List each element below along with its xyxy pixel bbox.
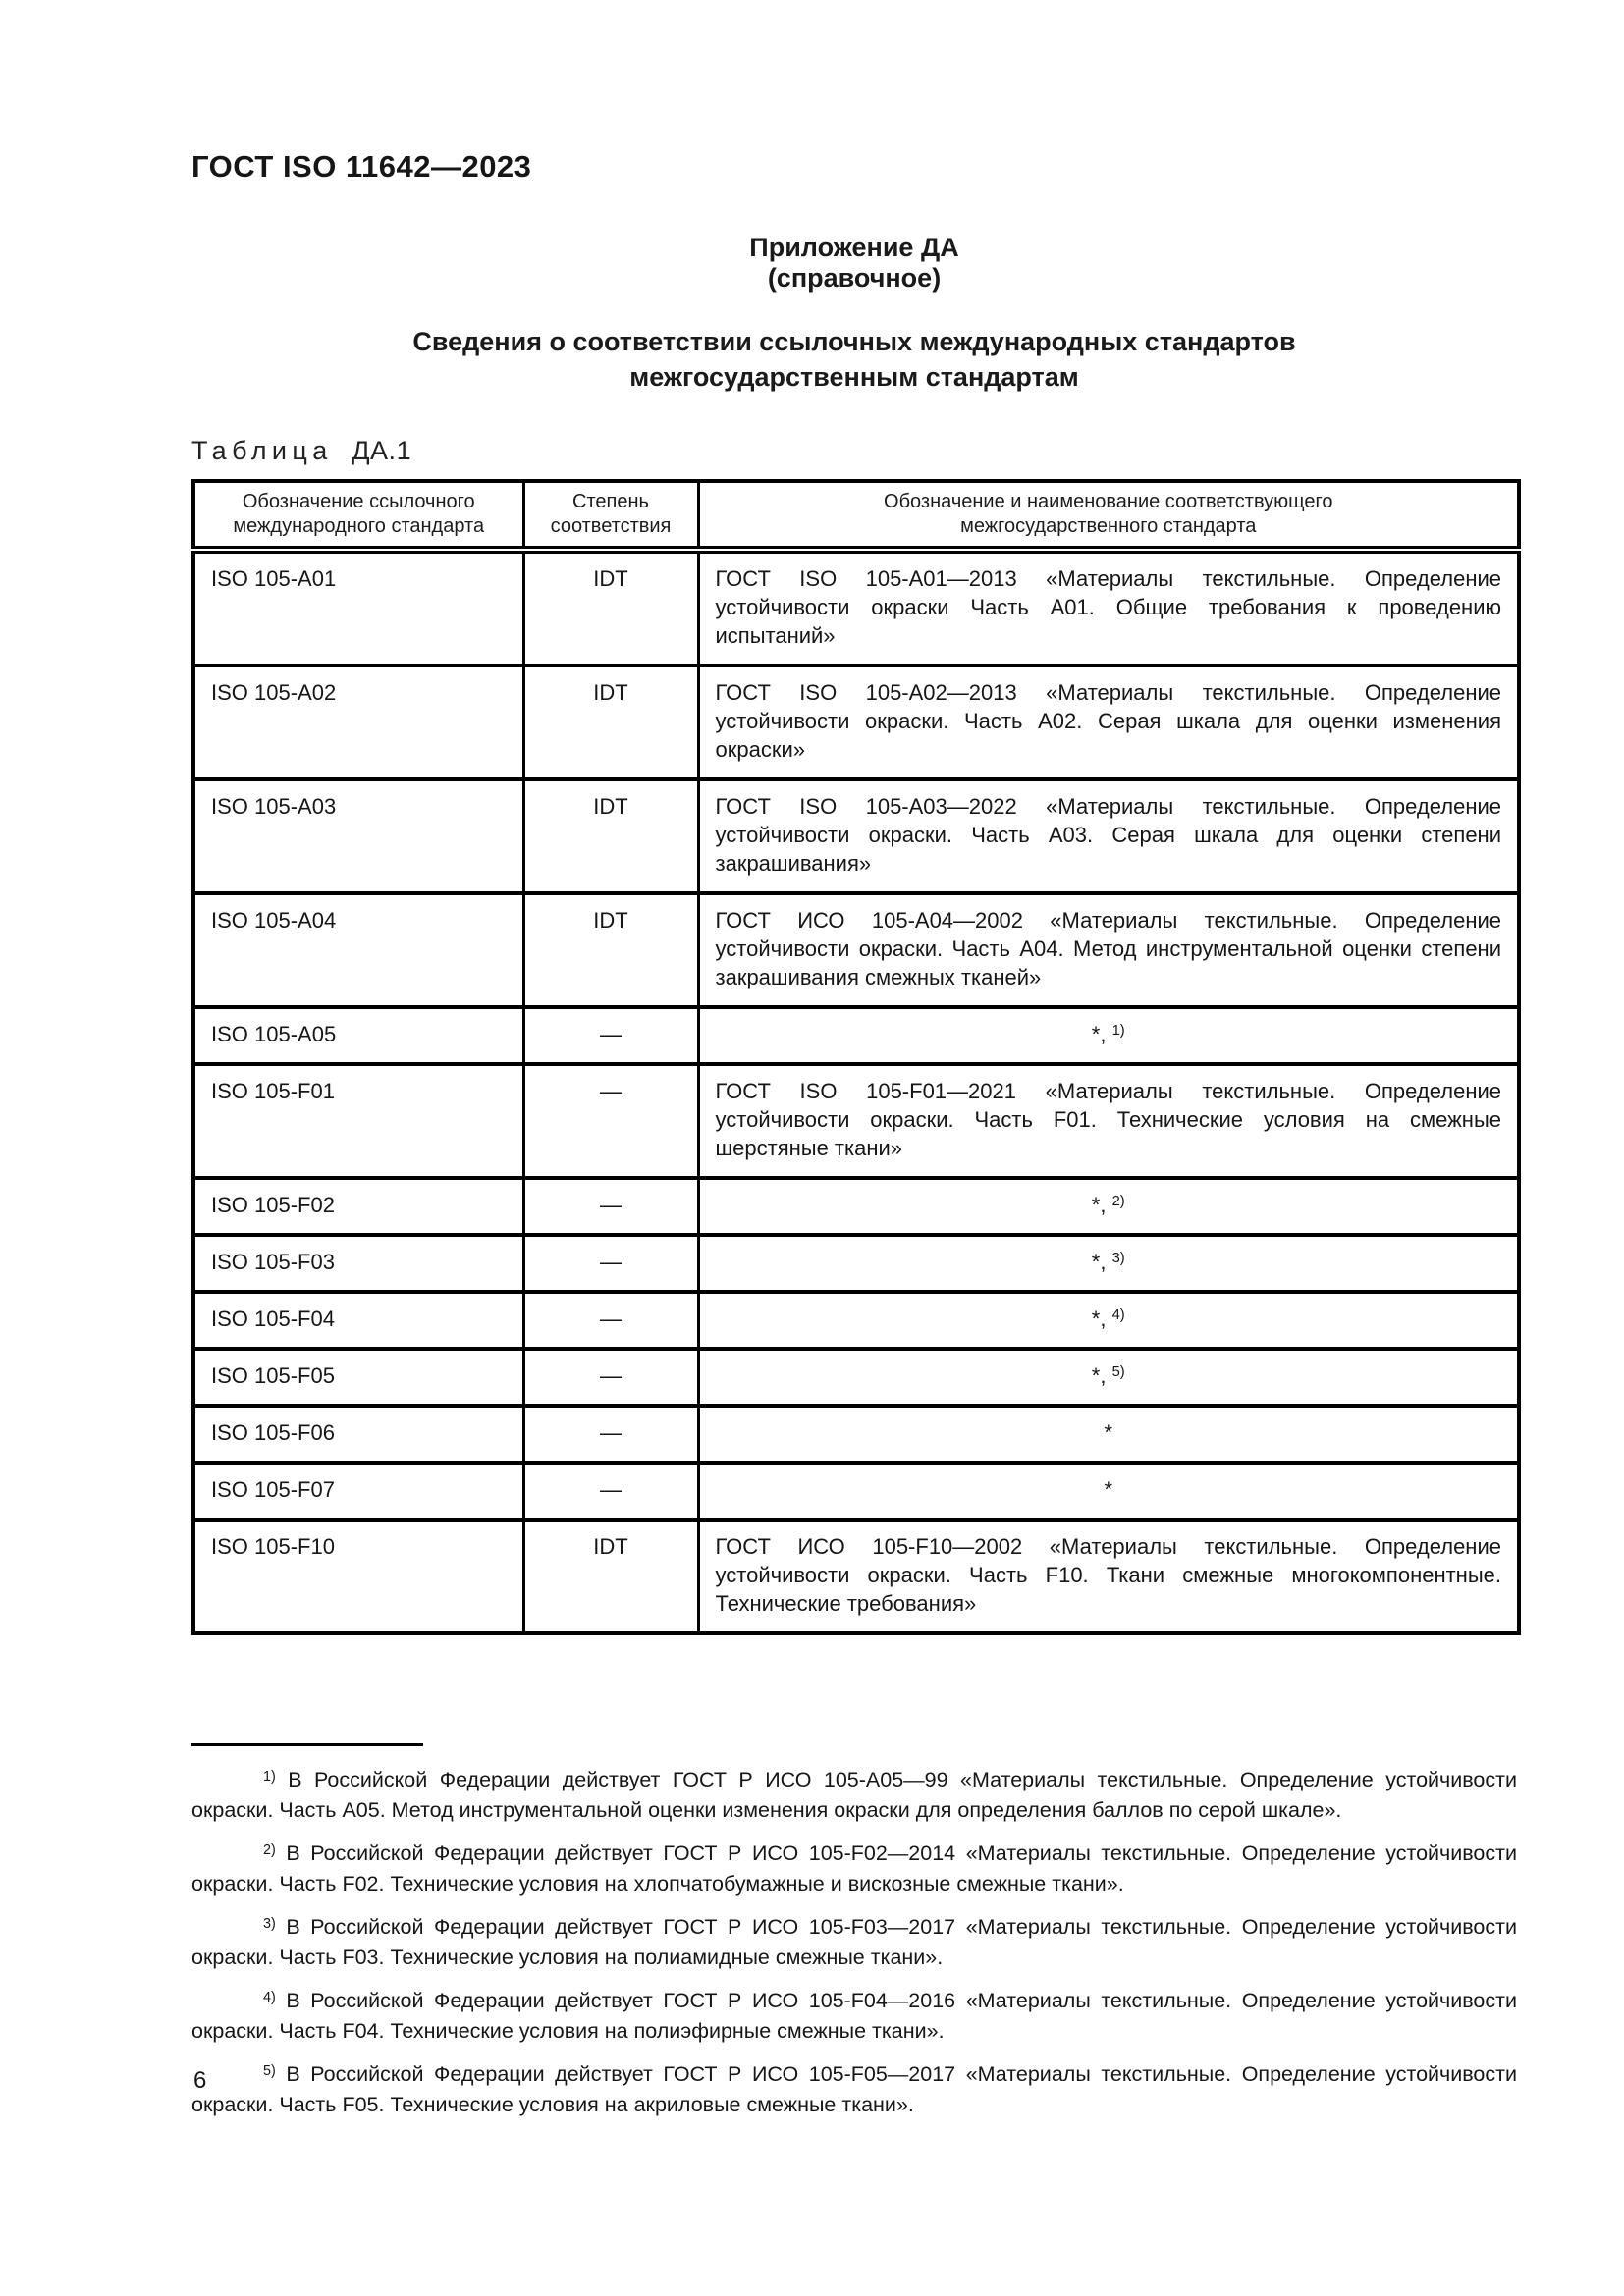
cell-correspondence: ГОСТ ИСО 105-А04—2002 «Материалы текстильные. Определение устойчивости окраски. Часть А04. Метод инструментальной оценки степени закрашивания смежных тканей» bbox=[698, 893, 1519, 1007]
cell-degree: IDT bbox=[523, 666, 698, 779]
cell-standard: ISO 105-F05 bbox=[193, 1349, 523, 1406]
cell-degree: IDT bbox=[523, 779, 698, 893]
footnote-mark: 1) bbox=[263, 1768, 276, 1785]
table-row bbox=[193, 1292, 1519, 1349]
cell-degree: IDT bbox=[523, 893, 698, 1007]
correspondence-table bbox=[191, 479, 1521, 1635]
cell-standard: ISO 105-F01 bbox=[193, 1064, 523, 1178]
table-caption-word: Таблица bbox=[191, 436, 333, 465]
footnote-mark: 3) bbox=[1111, 1251, 1125, 1267]
cell-correspondence: ГОСТ ИСО 105-F10—2002 «Материалы текстильные. Определение устойчивости окраски. Часть F10. Ткани смежные многокомпонентные. Технические требования» bbox=[698, 1520, 1519, 1633]
table-row bbox=[193, 779, 1519, 893]
page-title-line2: межгосударственным стандартам bbox=[629, 362, 1079, 392]
page-number: 6 bbox=[193, 2067, 207, 2094]
cell-degree: — bbox=[523, 1292, 698, 1349]
cell-correspondence: *, $^{2)}$ bbox=[698, 1178, 1519, 1235]
column-header: Обозначение ссылочного международного стандарта bbox=[193, 481, 523, 550]
column-header: Обозначение и наименование соответствующего межгосударственного стандарта bbox=[698, 481, 1519, 550]
footnote-mark: 5) bbox=[1111, 1364, 1125, 1381]
cell-standard: ISO 105-A01 bbox=[193, 550, 523, 666]
table-row bbox=[193, 1007, 1519, 1064]
cell-degree: IDT bbox=[523, 550, 698, 666]
cell-correspondence: *, $^{4)}$ bbox=[698, 1292, 1519, 1349]
cell-degree: — bbox=[523, 1349, 698, 1406]
cell-standard: ISO 105-F03 bbox=[193, 1235, 523, 1292]
table-row bbox=[193, 1349, 1519, 1406]
cell-standard: ISO 105-F10 bbox=[193, 1520, 523, 1633]
table-row bbox=[193, 893, 1519, 1007]
cell-degree: IDT bbox=[523, 1520, 698, 1633]
footnote-mark: 4) bbox=[263, 1989, 276, 2005]
cell-degree: — bbox=[523, 1178, 698, 1235]
cell-standard: ISO 105-A04 bbox=[193, 893, 523, 1007]
footnote: $^{1)}$ В Российской Федерации действует ГОСТ Р ИСО 105-А05—99 «Материалы текстильные. Определение устойчивости окраски. Часть А05. Метод инструментальной оценки изменения окраски для определения баллов по серой шкале». bbox=[191, 1768, 1517, 1822]
cell-standard: ISO 105-F02 bbox=[193, 1178, 523, 1235]
footnote-mark: 4) bbox=[1111, 1308, 1125, 1324]
footnote-mark: 2) bbox=[263, 1842, 276, 1858]
cell-degree: — bbox=[523, 1463, 698, 1520]
footnote-mark: 2) bbox=[1111, 1194, 1125, 1210]
cell-standard: ISO 105-A03 bbox=[193, 779, 523, 893]
footnote-separator bbox=[191, 1743, 423, 1746]
cell-correspondence: ГОСТ ISO 105-A02—2013 «Материалы текстильные. Определение устойчивости окраски. Часть А02. Серая шкала для оценки изменения окраски» bbox=[698, 666, 1519, 779]
table-row bbox=[193, 1235, 1519, 1292]
footnote-mark: 1) bbox=[1111, 1023, 1125, 1040]
cell-correspondence: ГОСТ ISO 105-A03—2022 «Материалы текстильные. Определение устойчивости окраски. Часть А03. Серая шкала для оценки степени закрашивания» bbox=[698, 779, 1519, 893]
annex-label: Приложение ДА bbox=[749, 233, 959, 262]
cell-degree: — bbox=[523, 1406, 698, 1463]
annex-note: (справочное) bbox=[767, 263, 942, 293]
cell-standard: ISO 105-F04 bbox=[193, 1292, 523, 1349]
cell-standard: ISO 105-A05 bbox=[193, 1007, 523, 1064]
table-body bbox=[193, 550, 1519, 1633]
document-code: ГОСТ ISO 11642—2023 bbox=[191, 149, 532, 184]
footnote-mark: 5) bbox=[263, 2062, 276, 2079]
page-title-line1: Сведения о соответствии ссылочных международных стандартов bbox=[412, 327, 1296, 356]
cell-standard: ISO 105-F07 bbox=[193, 1463, 523, 1520]
table-caption bbox=[191, 436, 1517, 466]
table-row bbox=[193, 550, 1519, 666]
footnote: $^{3)}$ В Российской Федерации действует ГОСТ Р ИСО 105-F03—2017 «Материалы текстильные. Определение устойчивости окраски. Часть F03. Технические условия на полиамидные смежные ткани». bbox=[191, 1915, 1517, 1969]
cell-correspondence: *, $^{1)}$ bbox=[698, 1007, 1519, 1064]
cell-degree: — bbox=[523, 1235, 698, 1292]
annex-heading bbox=[191, 233, 1517, 294]
cell-correspondence: ГОСТ ISO 105-F01—2021 «Материалы текстильные. Определение устойчивости окраски. Часть F01. Технические условия на смежные шерстяные ткани» bbox=[698, 1064, 1519, 1178]
footnote-mark: 3) bbox=[263, 1915, 276, 1932]
cell-correspondence: ГОСТ ISO 105-A01—2013 «Материалы текстильные. Определение устойчивости окраски Часть А01. Общие требования к проведению испытаний» bbox=[698, 550, 1519, 666]
table-row bbox=[193, 1406, 1519, 1463]
table-row bbox=[193, 1178, 1519, 1235]
cell-degree: — bbox=[523, 1064, 698, 1178]
table-header-row bbox=[193, 481, 1519, 550]
cell-correspondence: * bbox=[698, 1463, 1519, 1520]
footnote: $^{5)}$ В Российской Федерации действует ГОСТ Р ИСО 105-F05—2017 «Материалы текстильные. Определение устойчивости окраски. Часть F05. Технические условия на акриловые смежные ткани». bbox=[191, 2062, 1517, 2116]
table-row bbox=[193, 1520, 1519, 1633]
cell-correspondence: *, $^{3)}$ bbox=[698, 1235, 1519, 1292]
table-caption-id: ДА.1 bbox=[352, 436, 412, 465]
cell-correspondence: *, $^{5)}$ bbox=[698, 1349, 1519, 1406]
cell-correspondence: * bbox=[698, 1406, 1519, 1463]
footnote: $^{2)}$ В Российской Федерации действует ГОСТ Р ИСО 105-F02—2014 «Материалы текстильные. Определение устойчивости окраски. Часть F02. Технические условия на хлопчатобумажные и вискозные смежные ткани». bbox=[191, 1842, 1517, 1896]
table-row bbox=[193, 1463, 1519, 1520]
cell-degree: — bbox=[523, 1007, 698, 1064]
column-header: Степень соответствия bbox=[523, 481, 698, 550]
page-title bbox=[191, 324, 1517, 395]
footnote: $^{4)}$ В Российской Федерации действует ГОСТ Р ИСО 105-F04—2016 «Материалы текстильные. Определение устойчивости окраски. Часть F04. Технические условия на полиэфирные смежные ткани». bbox=[191, 1989, 1517, 2043]
footnotes bbox=[191, 1765, 1517, 2120]
table-row bbox=[193, 666, 1519, 779]
cell-standard: ISO 105-F06 bbox=[193, 1406, 523, 1463]
table-row bbox=[193, 1064, 1519, 1178]
cell-standard: ISO 105-A02 bbox=[193, 666, 523, 779]
